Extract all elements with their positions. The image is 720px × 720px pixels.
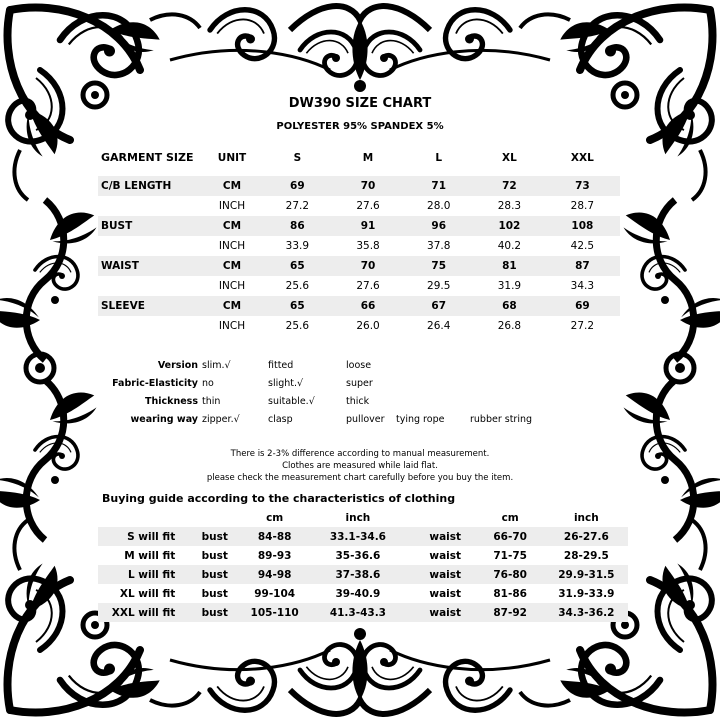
cell-value: 35.8 [356,240,380,252]
cell-value: 68 [474,296,545,316]
bust-label: bust [181,603,248,622]
cell-value: 27.6 [356,280,380,292]
waist-inch: 26-27.6 [545,527,628,546]
waist-label: waist [415,565,476,584]
cell-value: 42.5 [570,240,595,252]
option-row-elasticity [98,376,568,394]
waist-cm: 71-75 [493,549,527,562]
cell-value: 73 [545,176,620,196]
waist-cm: 76-80 [476,565,545,584]
cell-value: 34.3 [570,280,595,292]
fit-size: L will fit [98,565,181,584]
option-row-wearing-way [98,412,568,430]
row-unit: CM [202,256,262,276]
cell-value: 26.0 [356,320,380,332]
option-choice: rubber string [470,414,533,425]
cell-value: 27.2 [570,320,595,332]
cell-value: 26.8 [497,320,522,332]
row-label [98,276,202,296]
guide-col-inch: inch [345,512,371,524]
cell-value: 69 [262,176,333,196]
bust-label: bust [201,587,228,600]
fit-size: M will fit [124,549,176,562]
row-unit: INCH [218,280,246,292]
waist-inch: 29.9-31.5 [545,565,628,584]
option-choice: fitted [268,360,294,371]
cell-value: 91 [333,216,404,236]
row-label: C/B LENGTH [98,176,202,196]
bust-inch: 41.3-43.3 [301,603,415,622]
cell-value: 28.0 [427,200,451,212]
row-unit: INCH [218,200,246,212]
guide-row [98,584,628,603]
option-choice: thin [202,396,221,407]
cell-value: 25.6 [285,320,310,332]
row-unit: CM [202,176,262,196]
table-row [98,256,620,276]
option-choice: suitable.√ [268,396,315,407]
bust-cm: 105-110 [248,603,301,622]
cell-value: 102 [474,216,545,236]
size-table [98,140,620,336]
option-choice: super [346,378,373,389]
cell-value: 66 [333,296,404,316]
cell-value: 28.7 [570,200,595,212]
table-row [98,216,620,236]
cell-value: 31.9 [497,280,522,292]
fit-size: S will fit [98,527,181,546]
waist-label: waist [415,527,476,546]
guide-row [98,527,628,546]
cell-value: 40.2 [497,240,522,252]
cell-value: 87 [545,256,620,276]
option-row-thickness [98,394,568,412]
table-row [98,236,620,256]
material-subtitle: POLYESTER 95% SPANDEX 5% [276,121,444,132]
row-unit: INCH [218,240,246,252]
cell-value: 65 [262,296,333,316]
row-unit: CM [202,296,262,316]
header-size-l: L [435,152,443,164]
bust-cm: 99-104 [254,587,296,600]
note-line: Clothes are measured while laid flat. [282,461,438,471]
bust-label: bust [201,549,228,562]
bust-inch: 35-36.6 [335,549,381,562]
table-row [98,196,620,216]
guide-col-inch: inch [573,512,599,524]
waist-inch: 31.9-33.9 [558,587,615,600]
option-choice: clasp [268,414,293,425]
row-label [98,316,202,336]
table-row [98,296,620,316]
cell-value: 26.4 [427,320,451,332]
option-row-version [98,358,568,376]
bust-label: bust [181,565,248,584]
cell-value: 37.8 [427,240,451,252]
guide-col-cm: cm [266,512,284,524]
bust-cm: 94-98 [248,565,301,584]
garment-options [98,358,568,430]
row-label [98,236,202,256]
cell-value: 81 [474,256,545,276]
cell-value: 65 [262,256,333,276]
header-size-s: S [293,152,302,164]
cell-value: 69 [545,296,620,316]
note-line: There is 2-3% difference according to manual measurement. [230,449,490,459]
option-choice: pullover [346,414,385,425]
waist-cm: 87-92 [476,603,545,622]
size-table-header [98,140,620,176]
waist-cm: 66-70 [476,527,545,546]
cell-value: 108 [545,216,620,236]
row-label: WAIST [98,256,202,276]
header-size-xl: XL [502,152,517,164]
note-line: please check the measurement chart carefully before you buy the item. [206,473,514,483]
header-size-xxl: XXL [570,152,594,164]
cell-value: 75 [403,256,474,276]
bust-cm: 84-88 [248,527,301,546]
option-choice: no [202,378,214,389]
cell-value: 27.6 [356,200,380,212]
waist-label: waist [415,603,476,622]
option-choice: thick [346,396,370,407]
cell-value: 96 [403,216,474,236]
cell-value: 70 [333,176,404,196]
buying-guide-table [98,509,628,622]
guide-col-cm: cm [501,512,519,524]
cell-value: 25.6 [285,280,310,292]
option-choice: zipper.√ [202,414,240,425]
waist-label: waist [429,587,462,600]
row-label [98,196,202,216]
option-label: Version [157,360,198,371]
table-row [98,276,620,296]
waist-inch: 28-29.5 [563,549,609,562]
header-garment-size: GARMENT SIZE [101,151,194,164]
guide-row [98,565,628,584]
measurement-notes [0,448,720,484]
cell-value: 27.2 [285,200,310,212]
option-label: Thickness [145,396,198,407]
bust-inch: 33.1-34.6 [301,527,415,546]
fit-size: XXL will fit [98,603,181,622]
bust-cm: 89-93 [257,549,292,562]
cell-value: 70 [333,256,404,276]
cell-value: 29.5 [427,280,451,292]
table-row [98,316,620,336]
header-size-m: M [362,152,374,164]
bust-inch: 39-40.9 [335,587,381,600]
cell-value: 86 [262,216,333,236]
bust-label: bust [181,527,248,546]
option-label: wearing way [130,414,198,425]
buying-guide-heading: Buying guide according to the characteristics of clothing [102,492,456,505]
row-unit: INCH [218,320,246,332]
row-unit: CM [202,216,262,236]
option-label: Fabric-Elasticity [112,378,198,389]
waist-inch: 34.3-36.2 [545,603,628,622]
option-choice: slight.√ [268,378,304,389]
bust-inch: 37-38.6 [301,565,415,584]
guide-row [98,546,628,565]
table-row [98,176,620,196]
row-label: BUST [98,216,202,236]
option-choice: tying rope [396,414,445,425]
waist-cm: 81-86 [493,587,527,600]
option-choice: loose [346,360,372,371]
chart-title: DW390 SIZE CHART [288,96,432,111]
waist-label: waist [429,549,462,562]
cell-value: 71 [403,176,474,196]
guide-header [98,509,628,527]
cell-value: 28.3 [497,200,522,212]
cell-value: 67 [403,296,474,316]
guide-row [98,603,628,622]
fit-size: XL will fit [119,587,176,600]
option-choice: slim.√ [202,360,231,371]
row-label: SLEEVE [98,296,202,316]
header-unit: UNIT [217,152,247,164]
cell-value: 33.9 [285,240,310,252]
cell-value: 72 [474,176,545,196]
